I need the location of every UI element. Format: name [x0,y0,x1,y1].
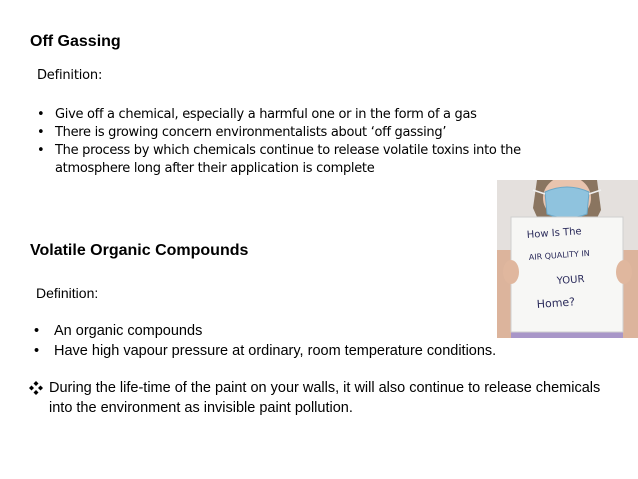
definition-label: Definition: [37,68,103,83]
list-item-text: There is growing concern environmentalists about ‘off gassing’ [55,125,447,140]
list-item [37,124,542,142]
list-item-text: Give off a chemical, especially a harmful one or in the form of a gas [55,107,477,122]
list-item [37,106,542,124]
list-item-text: Have high vapour pressure at ordinary, room temperature conditions. [54,343,497,359]
definition-label: Definition: [36,285,99,301]
four-diamond-bullet-icon [29,381,43,395]
sign-line-2: AIR QUALITY IN [528,248,591,262]
section-heading-voc: Volatile Organic Compounds [30,242,249,259]
photo-illustration [497,180,638,338]
sign-line-3: YOUR [556,274,585,287]
list-item [37,142,542,178]
note-text: During the life-time of the paint on your walls, it will also continue to release chemicals into the environment as invisible paint pollution. [49,380,601,416]
list-item-text: The process by which chemicals continue to release volatile toxins into the atmosphere long after their application is complete [55,143,521,176]
sign-line-4: Home? [536,295,576,311]
air-quality-protest-photo [497,180,638,338]
bullet-icon: • [34,323,40,339]
list-item [34,341,574,361]
off-gassing-bullet-list [37,106,542,178]
bullet-icon: • [37,143,45,158]
list-item [34,321,574,341]
bullet-icon: • [37,107,45,122]
list-item-text: An organic compounds [54,323,203,339]
bullet-icon: • [37,125,45,140]
paint-pollution-note [29,378,619,418]
bullet-icon: • [34,343,40,359]
voc-bullet-list [34,321,574,361]
section-heading-off-gassing: Off Gassing [30,33,121,50]
sign-line-1: How Is The [526,226,583,241]
